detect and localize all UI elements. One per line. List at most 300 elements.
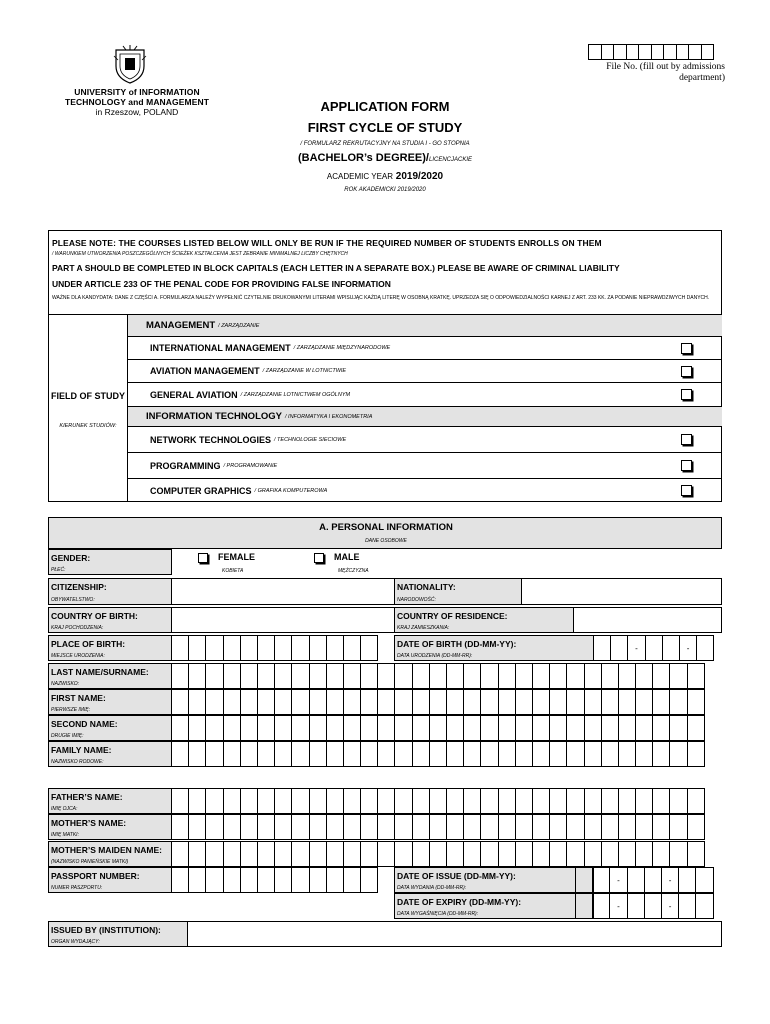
char-box[interactable]	[171, 741, 189, 767]
char-box[interactable]: -	[627, 635, 645, 661]
char-box[interactable]	[480, 814, 498, 840]
char-box[interactable]	[446, 841, 464, 867]
char-box[interactable]	[446, 788, 464, 814]
field-of-study-row[interactable]	[128, 359, 722, 382]
checkbox-icon[interactable]	[681, 485, 692, 496]
char-box[interactable]	[309, 741, 327, 767]
char-box[interactable]	[532, 788, 550, 814]
char-box[interactable]	[618, 841, 636, 867]
country-of-residence-field[interactable]	[573, 607, 722, 633]
char-box[interactable]	[171, 635, 189, 661]
char-box[interactable]	[601, 814, 619, 840]
char-box[interactable]	[188, 841, 206, 867]
char-box[interactable]	[618, 741, 636, 767]
char-box[interactable]	[446, 715, 464, 741]
char-box[interactable]	[171, 867, 189, 893]
char-box[interactable]	[463, 814, 481, 840]
char-box[interactable]	[429, 814, 447, 840]
char-box[interactable]	[223, 715, 241, 741]
char-box[interactable]	[635, 663, 653, 689]
char-box[interactable]	[274, 841, 292, 867]
char-box[interactable]	[360, 741, 378, 767]
notice-line: WAŻNE DLA KANDYDATA: DANE Z CZĘŚCI A. FORMULARZA NALEŻY WYPEŁNIĆ CZYTELNIE DRUKOWANYMI LITERAMI WPISUJĄC KAŻDĄ LITERĘ W OSOBNĄ KRATKĘ. UPRZEDZA SIĘ O ODPOWIEDZIALNOŚCI KARNEJ Z ART. 233 KK. ZA PODANIE NIEPRAWDZIWYCH DANYCH.	[52, 295, 710, 301]
char-box[interactable]	[584, 788, 602, 814]
char-box[interactable]	[618, 814, 636, 840]
char-box[interactable]	[669, 814, 687, 840]
char-box[interactable]	[429, 689, 447, 715]
field-of-study-row[interactable]	[128, 336, 722, 359]
char-box[interactable]	[549, 841, 567, 867]
char-box[interactable]	[669, 841, 687, 867]
char-box[interactable]	[240, 788, 258, 814]
char-box[interactable]	[549, 788, 567, 814]
char-box[interactable]	[223, 788, 241, 814]
char-box[interactable]	[566, 663, 584, 689]
char-box[interactable]	[687, 741, 705, 767]
char-box[interactable]	[223, 741, 241, 767]
char-box[interactable]: -	[679, 635, 697, 661]
char-box[interactable]	[223, 814, 241, 840]
char-box[interactable]	[549, 741, 567, 767]
char-box[interactable]	[635, 741, 653, 767]
file-number-box[interactable]	[663, 44, 677, 60]
char-box[interactable]	[309, 663, 327, 689]
char-box[interactable]	[532, 814, 550, 840]
char-box[interactable]	[566, 715, 584, 741]
char-box[interactable]	[343, 788, 361, 814]
char-box[interactable]	[515, 741, 533, 767]
char-box[interactable]	[584, 841, 602, 867]
char-box[interactable]	[446, 814, 464, 840]
char-box[interactable]	[498, 689, 516, 715]
char-box[interactable]	[498, 841, 516, 867]
char-box[interactable]	[257, 741, 275, 767]
char-box[interactable]	[394, 788, 412, 814]
char-box[interactable]	[274, 715, 292, 741]
char-box[interactable]	[240, 689, 258, 715]
char-box[interactable]	[240, 814, 258, 840]
char-box[interactable]	[360, 841, 378, 867]
char-box[interactable]	[343, 715, 361, 741]
char-box[interactable]	[274, 635, 292, 661]
char-box[interactable]	[223, 867, 241, 893]
char-box[interactable]	[635, 788, 653, 814]
country-of-birth-label-sub: KRAJ POCHODZENIA:	[51, 625, 104, 631]
char-box[interactable]	[309, 635, 327, 661]
char-box[interactable]	[377, 841, 395, 867]
char-box[interactable]	[309, 867, 327, 893]
char-box[interactable]	[635, 841, 653, 867]
file-number-box[interactable]	[701, 44, 715, 60]
char-box[interactable]	[696, 635, 714, 661]
char-box[interactable]	[429, 841, 447, 867]
char-box[interactable]	[291, 635, 309, 661]
char-box[interactable]	[309, 788, 327, 814]
checkbox-icon[interactable]	[681, 434, 692, 445]
char-box[interactable]	[257, 788, 275, 814]
char-box[interactable]	[645, 635, 663, 661]
char-box[interactable]	[188, 715, 206, 741]
char-box[interactable]	[592, 893, 610, 919]
char-box[interactable]	[171, 663, 189, 689]
char-box[interactable]	[498, 663, 516, 689]
field-of-study-row[interactable]	[128, 426, 722, 452]
char-box[interactable]	[412, 715, 430, 741]
field-of-study-row[interactable]	[128, 382, 722, 406]
char-box[interactable]	[394, 689, 412, 715]
char-box[interactable]	[309, 814, 327, 840]
char-box[interactable]	[695, 867, 713, 893]
char-box[interactable]	[515, 814, 533, 840]
checkbox-icon[interactable]	[681, 366, 692, 377]
char-box[interactable]	[652, 663, 670, 689]
char-box[interactable]	[343, 635, 361, 661]
female-checkbox-icon[interactable]	[198, 553, 208, 563]
char-box[interactable]: -	[661, 867, 679, 893]
issued-by-field[interactable]	[187, 921, 722, 947]
char-box[interactable]	[687, 689, 705, 715]
file-number-box[interactable]	[601, 44, 615, 60]
char-box[interactable]: -	[609, 893, 627, 919]
char-box[interactable]	[240, 663, 258, 689]
char-box[interactable]	[343, 689, 361, 715]
char-box[interactable]	[412, 663, 430, 689]
char-box[interactable]	[188, 689, 206, 715]
char-box[interactable]	[566, 689, 584, 715]
char-box[interactable]	[309, 841, 327, 867]
char-box[interactable]	[205, 663, 223, 689]
char-box[interactable]	[394, 841, 412, 867]
char-box[interactable]	[205, 788, 223, 814]
file-number-box[interactable]	[651, 44, 665, 60]
char-box[interactable]	[575, 893, 593, 919]
char-box[interactable]	[644, 867, 662, 893]
char-box[interactable]	[429, 741, 447, 767]
char-box[interactable]	[584, 715, 602, 741]
char-box[interactable]	[291, 689, 309, 715]
char-box[interactable]	[429, 715, 447, 741]
char-box[interactable]	[377, 814, 395, 840]
char-box[interactable]	[463, 841, 481, 867]
char-box[interactable]	[669, 689, 687, 715]
char-box[interactable]	[240, 867, 258, 893]
char-box[interactable]	[635, 814, 653, 840]
char-box[interactable]	[343, 867, 361, 893]
char-box[interactable]	[575, 867, 593, 893]
char-box[interactable]	[652, 741, 670, 767]
char-box[interactable]	[618, 788, 636, 814]
char-box[interactable]	[343, 741, 361, 767]
char-box[interactable]	[678, 867, 696, 893]
char-box[interactable]	[291, 741, 309, 767]
char-box[interactable]	[223, 689, 241, 715]
file-number-box[interactable]	[613, 44, 627, 60]
char-box[interactable]	[515, 689, 533, 715]
char-box[interactable]	[188, 663, 206, 689]
char-box[interactable]	[695, 893, 713, 919]
file-number-box[interactable]	[588, 44, 602, 60]
first-name-label-sub: PIERWSZE IMIĘ:	[51, 707, 91, 713]
char-box[interactable]	[377, 741, 395, 767]
char-box[interactable]	[652, 689, 670, 715]
char-box[interactable]	[592, 867, 610, 893]
char-box[interactable]	[343, 814, 361, 840]
char-box[interactable]	[274, 867, 292, 893]
char-box[interactable]	[377, 689, 395, 715]
char-box[interactable]	[360, 663, 378, 689]
char-box[interactable]	[343, 663, 361, 689]
file-number-box[interactable]	[626, 44, 640, 60]
char-box[interactable]	[274, 741, 292, 767]
char-box[interactable]	[412, 841, 430, 867]
char-box[interactable]	[326, 663, 344, 689]
char-box[interactable]	[498, 788, 516, 814]
char-box[interactable]	[412, 788, 430, 814]
char-box[interactable]	[394, 715, 412, 741]
char-box[interactable]	[257, 635, 275, 661]
char-box[interactable]	[601, 788, 619, 814]
char-box[interactable]	[584, 663, 602, 689]
char-box[interactable]	[205, 635, 223, 661]
char-box[interactable]	[429, 663, 447, 689]
char-box[interactable]	[326, 814, 344, 840]
char-box[interactable]	[360, 689, 378, 715]
char-box[interactable]	[257, 715, 275, 741]
char-box[interactable]	[532, 715, 550, 741]
char-box[interactable]	[257, 814, 275, 840]
char-box[interactable]	[240, 841, 258, 867]
char-box[interactable]	[463, 741, 481, 767]
char-box[interactable]	[627, 893, 645, 919]
char-box[interactable]	[480, 715, 498, 741]
char-box[interactable]	[205, 841, 223, 867]
char-box[interactable]	[291, 867, 309, 893]
char-box[interactable]: -	[661, 893, 679, 919]
char-box[interactable]	[549, 663, 567, 689]
char-box[interactable]	[223, 635, 241, 661]
checkbox-icon[interactable]	[681, 343, 692, 354]
char-box[interactable]	[274, 689, 292, 715]
char-box[interactable]	[601, 715, 619, 741]
char-box[interactable]	[687, 663, 705, 689]
char-box[interactable]	[687, 841, 705, 867]
last-name-label	[48, 663, 172, 689]
char-box[interactable]	[601, 689, 619, 715]
char-box[interactable]	[257, 663, 275, 689]
file-number-box[interactable]	[638, 44, 652, 60]
char-box[interactable]	[549, 689, 567, 715]
char-box[interactable]	[687, 788, 705, 814]
field-of-study-row[interactable]	[128, 478, 722, 502]
char-box[interactable]	[446, 741, 464, 767]
char-box[interactable]	[584, 741, 602, 767]
char-box[interactable]	[274, 814, 292, 840]
checkbox-icon[interactable]	[681, 389, 692, 400]
char-box[interactable]	[205, 715, 223, 741]
char-box[interactable]	[669, 715, 687, 741]
char-box[interactable]	[171, 814, 189, 840]
char-box[interactable]	[188, 867, 206, 893]
char-box[interactable]	[532, 741, 550, 767]
char-box[interactable]	[549, 814, 567, 840]
char-box[interactable]	[377, 788, 395, 814]
char-box[interactable]	[627, 867, 645, 893]
char-box[interactable]	[652, 788, 670, 814]
char-box[interactable]	[498, 715, 516, 741]
checkbox-icon[interactable]	[681, 460, 692, 471]
nationality-label-text: NATIONALITY:	[397, 582, 456, 592]
char-box[interactable]	[549, 715, 567, 741]
char-box[interactable]	[274, 663, 292, 689]
char-box[interactable]	[240, 715, 258, 741]
char-box[interactable]	[515, 715, 533, 741]
citizenship-label-text: CITIZENSHIP:	[51, 582, 107, 592]
char-box[interactable]	[566, 741, 584, 767]
country-of-birth-field[interactable]	[171, 607, 395, 633]
char-box[interactable]	[480, 841, 498, 867]
char-box[interactable]	[240, 741, 258, 767]
file-number-box[interactable]	[688, 44, 702, 60]
char-box[interactable]	[412, 741, 430, 767]
char-box[interactable]	[463, 689, 481, 715]
char-box[interactable]	[188, 814, 206, 840]
char-box[interactable]	[618, 715, 636, 741]
char-box[interactable]	[566, 841, 584, 867]
char-box[interactable]	[291, 841, 309, 867]
char-box[interactable]	[662, 635, 680, 661]
char-box[interactable]	[669, 663, 687, 689]
char-box[interactable]	[412, 814, 430, 840]
char-box[interactable]	[480, 741, 498, 767]
char-box[interactable]	[480, 689, 498, 715]
char-box[interactable]	[532, 841, 550, 867]
char-box[interactable]	[326, 715, 344, 741]
char-box[interactable]	[377, 663, 395, 689]
char-box[interactable]	[687, 814, 705, 840]
nationality-field[interactable]	[521, 578, 722, 605]
char-box[interactable]	[171, 715, 189, 741]
char-box[interactable]	[429, 788, 447, 814]
char-box[interactable]	[463, 788, 481, 814]
char-box[interactable]	[584, 689, 602, 715]
char-box[interactable]	[309, 715, 327, 741]
char-box[interactable]	[498, 741, 516, 767]
char-box[interactable]	[601, 841, 619, 867]
char-box[interactable]	[326, 689, 344, 715]
char-box[interactable]	[480, 788, 498, 814]
char-box[interactable]	[412, 689, 430, 715]
char-box[interactable]	[291, 715, 309, 741]
char-box[interactable]	[601, 741, 619, 767]
char-box[interactable]	[360, 814, 378, 840]
char-box[interactable]	[326, 788, 344, 814]
char-box[interactable]	[377, 715, 395, 741]
char-box[interactable]	[618, 663, 636, 689]
char-box[interactable]	[274, 788, 292, 814]
char-box[interactable]	[223, 663, 241, 689]
char-box[interactable]	[326, 741, 344, 767]
file-number-boxes[interactable]	[589, 44, 714, 60]
char-box[interactable]	[360, 867, 378, 893]
char-box[interactable]	[515, 663, 533, 689]
char-box[interactable]	[687, 715, 705, 741]
char-box[interactable]	[566, 788, 584, 814]
char-box[interactable]	[532, 689, 550, 715]
char-box[interactable]	[360, 715, 378, 741]
char-box[interactable]	[593, 635, 611, 661]
char-box[interactable]	[205, 689, 223, 715]
char-box[interactable]	[635, 689, 653, 715]
char-box[interactable]	[257, 867, 275, 893]
char-box[interactable]	[394, 814, 412, 840]
char-box[interactable]	[480, 663, 498, 689]
citizenship-field[interactable]	[171, 578, 395, 605]
char-box[interactable]	[205, 867, 223, 893]
char-box[interactable]	[326, 867, 344, 893]
char-box[interactable]	[326, 635, 344, 661]
char-box[interactable]	[171, 788, 189, 814]
char-box[interactable]: -	[609, 867, 627, 893]
char-box[interactable]	[532, 663, 550, 689]
char-box[interactable]	[360, 635, 378, 661]
char-box[interactable]	[291, 814, 309, 840]
char-box[interactable]	[610, 635, 628, 661]
char-box[interactable]	[188, 741, 206, 767]
char-box[interactable]	[171, 841, 189, 867]
char-box[interactable]	[257, 841, 275, 867]
char-box[interactable]	[188, 788, 206, 814]
char-box[interactable]	[291, 663, 309, 689]
char-box[interactable]	[463, 663, 481, 689]
char-box[interactable]	[360, 788, 378, 814]
char-box[interactable]	[669, 788, 687, 814]
char-box[interactable]	[652, 814, 670, 840]
char-box[interactable]	[309, 689, 327, 715]
char-box[interactable]	[171, 689, 189, 715]
char-box[interactable]	[446, 663, 464, 689]
char-box[interactable]	[446, 689, 464, 715]
char-box[interactable]	[463, 715, 481, 741]
char-box[interactable]	[584, 814, 602, 840]
char-box[interactable]	[515, 788, 533, 814]
char-box[interactable]	[205, 741, 223, 767]
char-box[interactable]	[644, 893, 662, 919]
char-box[interactable]	[515, 841, 533, 867]
field-of-study-row[interactable]	[128, 452, 722, 478]
char-box[interactable]	[678, 893, 696, 919]
char-box[interactable]	[188, 635, 206, 661]
char-box[interactable]	[291, 788, 309, 814]
char-box[interactable]	[257, 689, 275, 715]
char-box[interactable]	[394, 741, 412, 767]
char-box[interactable]	[343, 841, 361, 867]
char-box[interactable]	[240, 635, 258, 661]
char-box[interactable]	[498, 814, 516, 840]
char-box[interactable]	[601, 663, 619, 689]
char-box[interactable]	[652, 715, 670, 741]
char-box[interactable]	[652, 841, 670, 867]
char-box[interactable]	[618, 689, 636, 715]
male-checkbox-icon[interactable]	[314, 553, 324, 563]
char-box[interactable]	[566, 814, 584, 840]
char-box[interactable]	[205, 814, 223, 840]
file-number-box[interactable]	[676, 44, 690, 60]
char-box[interactable]	[326, 841, 344, 867]
char-box[interactable]	[394, 663, 412, 689]
char-box[interactable]	[223, 841, 241, 867]
char-box[interactable]	[669, 741, 687, 767]
char-box[interactable]	[635, 715, 653, 741]
